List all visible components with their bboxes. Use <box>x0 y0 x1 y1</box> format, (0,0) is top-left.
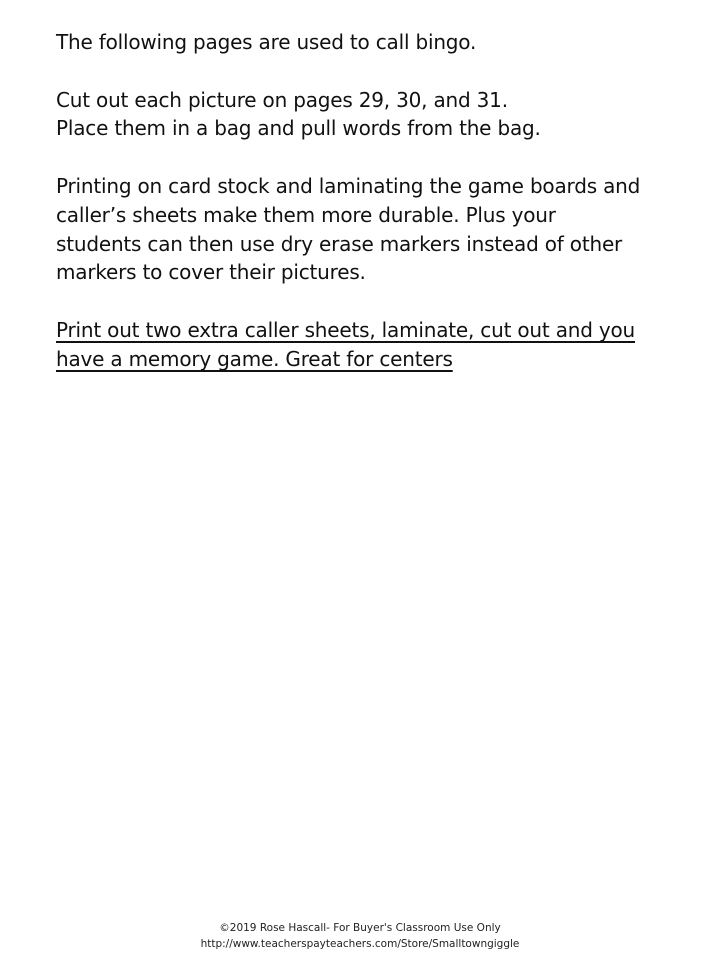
text-line: The following pages are used to call bingo. <box>56 30 477 54</box>
text-line: caller’s sheets make them more durable. Plus your <box>56 202 556 227</box>
underlined-text-line: have a memory game. Great for centers <box>56 346 453 371</box>
paragraph-cut-out <box>56 86 676 144</box>
text-line: Cut out each picture on pages 29, 30, and 31. <box>56 87 508 112</box>
text-line: students can then use dry erase markers instead of other <box>56 231 623 256</box>
text-line: Printing on card stock and laminating the game boards and <box>56 173 641 198</box>
text-line: Place them in a bag and pull words from the bag. <box>56 116 541 141</box>
text-line: markers to cover their pictures. <box>56 260 366 285</box>
instructions-body <box>56 28 676 374</box>
copyright-notice: ©2019 Rose Hascall- For Buyer's Classroom Use Only <box>219 922 501 934</box>
page-footer <box>0 920 720 952</box>
store-url: http://www.teacherspayteachers.com/Store/Smalltowngiggle <box>200 938 520 950</box>
paragraph-memory-game <box>56 316 676 374</box>
paragraph-intro <box>56 28 676 57</box>
paragraph-printing-tips <box>56 172 676 287</box>
underlined-text-line: Print out two extra caller sheets, laminate, cut out and you <box>56 317 636 342</box>
